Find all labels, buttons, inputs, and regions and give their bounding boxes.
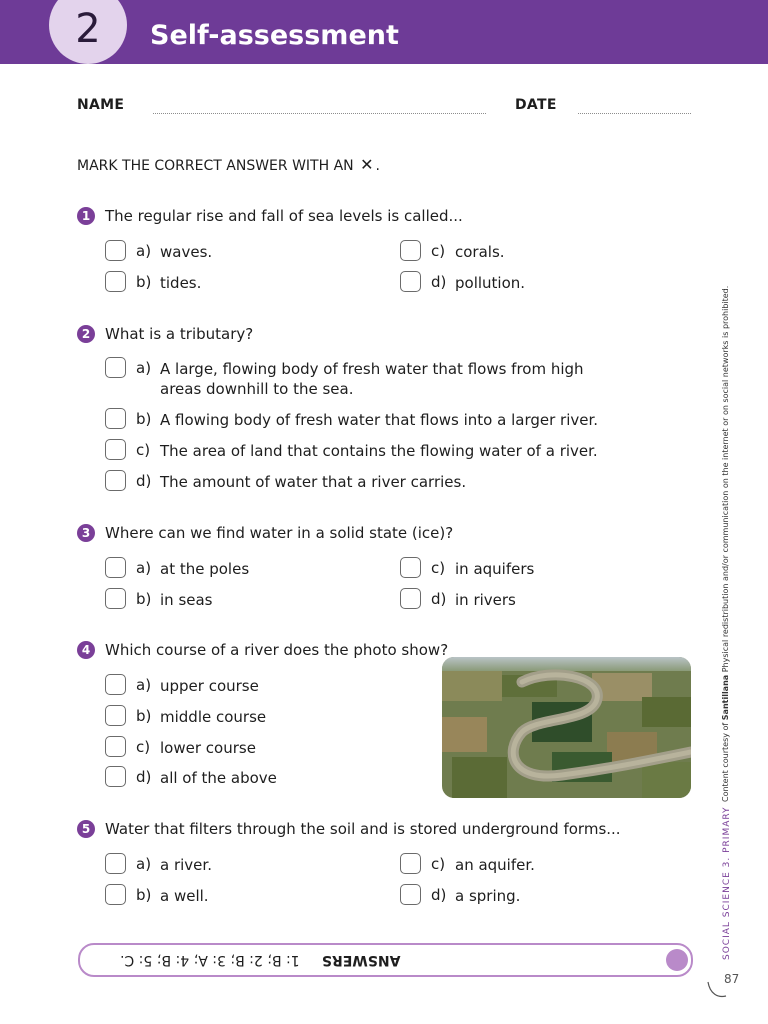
copyright-sidebar: [721, 285, 735, 802]
cross-icon: ✕: [360, 155, 374, 174]
option-2d[interactable]: [105, 472, 466, 492]
answer-checkbox[interactable]: [105, 408, 126, 429]
answer-checkbox[interactable]: [400, 240, 421, 261]
river-meander-image: [442, 657, 691, 798]
option-1a[interactable]: [105, 242, 212, 262]
option-text: pollution.: [455, 274, 526, 292]
option-text: a well.: [160, 887, 209, 905]
option-letter: c): [136, 441, 151, 459]
option-letter: c): [431, 242, 446, 260]
option-letter: b): [136, 707, 152, 725]
option-text: waves.: [160, 243, 213, 261]
option-text: A flowing body of fresh water that flows into a larger river.: [160, 411, 599, 429]
option-letter: d): [431, 273, 447, 291]
name-field[interactable]: [153, 113, 486, 114]
header-bar: [0, 0, 768, 64]
river-photo: [442, 657, 691, 798]
option-text: The amount of water that a river carries.: [160, 473, 467, 491]
answers-upside-down: [80, 945, 691, 975]
option-4c[interactable]: [105, 738, 256, 758]
question-text: Water that filters through the soil and is stored underground forms...: [105, 820, 621, 838]
option-text: in aquifers: [455, 560, 535, 578]
option-letter: c): [431, 855, 446, 873]
option-1d[interactable]: [400, 273, 525, 293]
question-text: The regular rise and fall of sea levels is called...: [105, 207, 463, 225]
answer-checkbox[interactable]: [105, 240, 126, 261]
option-text: A large, flowing body of fresh water that flows from high areas downhill to the sea.: [160, 360, 584, 398]
answer-checkbox[interactable]: [400, 588, 421, 609]
copyright-text: Physical redistribution and/or communication on the internet or on social networks is prohibited.: [721, 285, 730, 673]
option-letter: a): [136, 676, 152, 694]
option-text: middle course: [160, 708, 267, 726]
date-label: DATE: [515, 97, 557, 113]
option-1c[interactable]: [400, 242, 505, 262]
answer-checkbox[interactable]: [105, 884, 126, 905]
answer-checkbox[interactable]: [105, 674, 126, 695]
answer-checkbox[interactable]: [105, 439, 126, 460]
option-3d[interactable]: [400, 590, 516, 610]
option-text: tides.: [160, 274, 202, 292]
option-letter: a): [136, 855, 152, 873]
option-letter: a): [136, 359, 152, 377]
option-text: upper course: [160, 677, 259, 695]
answer-checkbox[interactable]: [400, 853, 421, 874]
answer-checkbox[interactable]: [105, 705, 126, 726]
question-text: Which course of a river does the photo show?: [105, 641, 449, 659]
option-letter: a): [136, 242, 152, 260]
option-letter: b): [136, 590, 152, 608]
answer-checkbox[interactable]: [400, 557, 421, 578]
answers-dot-icon: [666, 949, 688, 971]
page-title: Self-assessment: [150, 20, 399, 51]
answer-checkbox[interactable]: [105, 470, 126, 491]
instructions: [77, 155, 380, 174]
option-letter: d): [136, 768, 152, 786]
option-letter: d): [431, 590, 447, 608]
answer-checkbox[interactable]: [105, 557, 126, 578]
copyright-notice: [721, 285, 735, 802]
option-letter: d): [431, 886, 447, 904]
answer-checkbox[interactable]: [105, 271, 126, 292]
option-3a[interactable]: [105, 559, 249, 579]
copyright-prefix: Content courtesy of: [721, 722, 730, 802]
unit-badge: [49, 0, 127, 64]
option-text: at the poles: [160, 560, 250, 578]
question-number: 5: [77, 820, 95, 838]
option-text: The area of land that contains the flowing water of a river.: [160, 442, 598, 460]
option-text: lower course: [160, 739, 256, 757]
option-4b[interactable]: [105, 707, 266, 727]
option-1b[interactable]: [105, 273, 201, 293]
option-letter: b): [136, 886, 152, 904]
option-letter: a): [136, 559, 152, 577]
option-4d[interactable]: [105, 768, 277, 788]
unit-number: 2: [75, 6, 101, 52]
question-text: Where can we find water in a solid state (ice)?: [105, 524, 454, 542]
question-number: 3: [77, 524, 95, 542]
series-label: SOCIAL SCIENCE 3. PRIMARY: [722, 806, 732, 960]
option-5a[interactable]: [105, 855, 212, 875]
option-2a[interactable]: [105, 359, 615, 399]
option-letter: c): [431, 559, 446, 577]
option-2b[interactable]: [105, 410, 598, 430]
answers-label: ANSWERS: [321, 952, 401, 968]
answer-checkbox[interactable]: [105, 736, 126, 757]
option-letter: d): [136, 472, 152, 490]
answer-checkbox[interactable]: [105, 766, 126, 787]
answer-checkbox[interactable]: [105, 588, 126, 609]
option-text: in rivers: [455, 591, 516, 609]
option-5c[interactable]: [400, 855, 535, 875]
option-letter: b): [136, 410, 152, 428]
answers-wrap: [80, 952, 400, 968]
option-letter: b): [136, 273, 152, 291]
option-3c[interactable]: [400, 559, 534, 579]
option-5b[interactable]: [105, 886, 209, 906]
name-label: NAME: [77, 97, 125, 113]
instructions-text: MARK THE CORRECT ANSWER WITH AN: [77, 158, 354, 174]
date-field[interactable]: [578, 113, 691, 114]
option-5d[interactable]: [400, 886, 520, 906]
option-text: in seas: [160, 591, 213, 609]
question-number: 1: [77, 207, 95, 225]
answer-checkbox[interactable]: [105, 357, 126, 378]
answer-checkbox[interactable]: [105, 853, 126, 874]
publisher-name: Santillana: [721, 674, 730, 721]
question-number: 4: [77, 641, 95, 659]
question-text: What is a tributary?: [105, 325, 254, 343]
option-3b[interactable]: [105, 590, 213, 610]
page-number: 87: [724, 972, 740, 986]
answer-checkbox[interactable]: [400, 884, 421, 905]
option-4a[interactable]: [105, 676, 259, 696]
instructions-end: .: [375, 158, 380, 174]
option-letter: c): [136, 738, 151, 756]
answers-text: 1: B; 2: B; 3: A; 4: B; 5: C.: [120, 952, 300, 968]
option-text: an aquifer.: [455, 856, 535, 874]
option-text: corals.: [455, 243, 505, 261]
option-text: all of the above: [160, 769, 277, 787]
option-text: a spring.: [455, 887, 521, 905]
question-number: 2: [77, 325, 95, 343]
answer-checkbox[interactable]: [400, 271, 421, 292]
option-2c[interactable]: [105, 441, 598, 461]
option-text: a river.: [160, 856, 212, 874]
answers-bar: [78, 943, 693, 977]
